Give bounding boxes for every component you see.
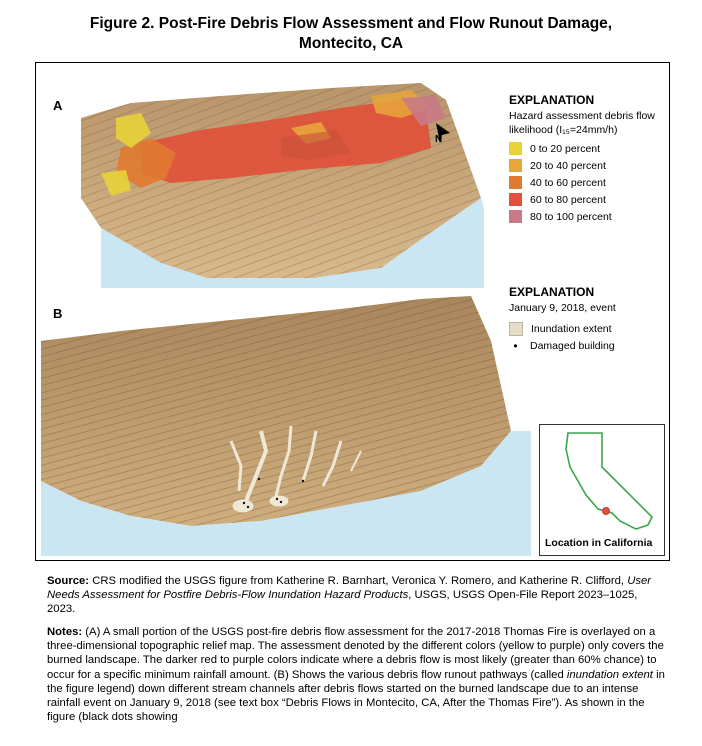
panel-a-relief-map	[81, 78, 486, 288]
source-title: User Needs Assessment for Postfire Debris-Flow Inundation Hazard Products	[47, 575, 652, 602]
panel-a-explanation-title: EXPLANATION	[509, 93, 595, 107]
inset-label: Location in California	[545, 537, 653, 549]
legend-swatch	[509, 210, 522, 223]
legend-label: 60 to 80 percent	[530, 193, 606, 206]
legend-item	[509, 157, 655, 174]
location-inset	[539, 424, 665, 556]
legend-item	[509, 320, 616, 337]
legend-label: Damaged building	[530, 339, 615, 352]
figure-title-line1: Figure 2. Post-Fire Debris Flow Assessment and Flow Runout Damage,	[89, 15, 613, 32]
figure-frame	[35, 62, 670, 561]
source-label: Source:	[47, 575, 90, 587]
panel-a-subtitle-line1: Hazard assessment debris flow	[509, 110, 655, 122]
panel-b-label: B	[53, 306, 63, 321]
legend-item	[509, 337, 616, 354]
panel-a-label: A	[53, 98, 63, 113]
legend-label: Inundation extent	[531, 322, 612, 335]
legend-label: 80 to 100 percent	[530, 210, 612, 223]
legend-item	[509, 140, 655, 157]
figure-title	[0, 14, 702, 54]
notes-caption	[47, 625, 667, 724]
figure-title-line2: Montecito, CA	[298, 35, 404, 52]
notes-italic: inundation extent	[566, 668, 653, 681]
california-outline	[540, 425, 664, 535]
panel-a-explanation	[509, 93, 655, 225]
legend-swatch	[509, 193, 522, 206]
panel-b-subtitle: January 9, 2018, event	[509, 302, 616, 314]
montecito-location-marker	[603, 508, 610, 515]
damaged-building-marker: •	[513, 338, 518, 353]
notes-text1: (A) A small portion of the USGS post-fire debris flow assessment for the 2017-2018 Thomas Fire is overlayed on a three-dimensional topographic relief map. The assessment denoted by the different colors (yellow to purple) only covers the burned landscape. The darker red to purple colors indicate where a debris flow is most likely (greater than 60% chance) to occur for a specific minimum rainfall amount. (B) Shows the various debris flow runout pathways (called	[47, 626, 664, 681]
notes-label: Notes:	[47, 626, 83, 638]
notes-text2: in the figure legend) down different stream channels after debris flows started on the burned landscape due to an intense rainfall event on January 9, 2018 (see text box “Debris Flows in Montecito, CA, After the Thomas Fire”). As shown in the figure (black dots showing	[47, 668, 665, 724]
legend-item	[509, 191, 655, 208]
source-caption	[47, 574, 667, 617]
legend-label: 40 to 60 percent	[530, 176, 606, 189]
legend-item	[509, 174, 655, 191]
panel-b-relief-map	[41, 291, 531, 556]
legend-label: 0 to 20 percent	[530, 142, 601, 155]
source-text: CRS modified the USGS figure from Katherine R. Barnhart, Veronica Y. Romero, and Katherine R. Clifford,	[92, 575, 628, 587]
legend-swatch	[509, 142, 522, 155]
legend-label: 20 to 40 percent	[530, 159, 606, 172]
legend-swatch	[509, 176, 522, 189]
panel-b-explanation-title: EXPLANATION	[509, 285, 595, 299]
source-tail: , USGS, USGS Open-File Report 2023–1025, 2023.	[47, 589, 638, 616]
panel-b-explanation	[509, 285, 616, 354]
legend-swatch	[509, 322, 523, 336]
legend-item	[509, 208, 655, 225]
panel-a-subtitle-line2: likelihood (I₁₅=24mm/h)	[509, 124, 618, 136]
north-label: N	[435, 134, 443, 145]
legend-swatch	[509, 159, 522, 172]
